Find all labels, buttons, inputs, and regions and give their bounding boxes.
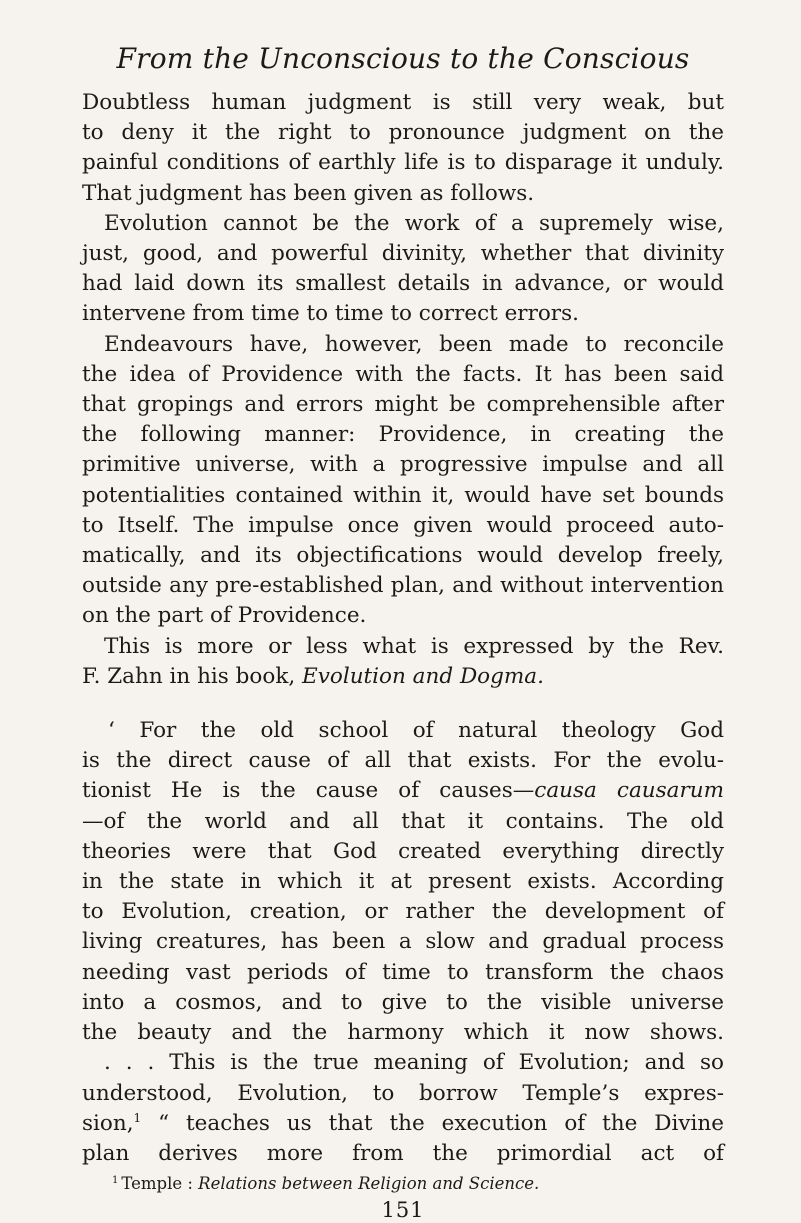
text-line: on the part of Providence. (82, 603, 367, 629)
text-line: —of the world and all that it contains. The old (82, 808, 724, 834)
text-line (82, 1109, 724, 1139)
footnote-title: Relations between Religion and Science. (198, 1174, 540, 1194)
text-line: outside any pre-established plan, and without intervention (82, 573, 724, 599)
text-segment: “ teaches us that the execution of the Divine (141, 1110, 724, 1136)
text-line: Doubtless human judgment is still very weak, but (82, 90, 724, 115)
page-number: 151 (381, 1198, 425, 1223)
running-head: From the Unconscious to the Conscious (116, 42, 690, 75)
footnote-marker: 1 (112, 1174, 119, 1186)
footnote-author: Temple : (121, 1174, 199, 1194)
text-line: had laid down its smallest details in advance, or would (82, 271, 724, 297)
book-page (82, 42, 724, 1223)
text-line: primitive universe, with a progressive impulse and all (82, 452, 724, 478)
text-line: Evolution cannot be the work of a supremely wise, (104, 210, 724, 236)
text-line: that gropings and errors might be comprehensible after (82, 392, 724, 418)
paragraph-2 (82, 209, 724, 330)
text-line: is the direct cause of all that exists. For the evolu- (82, 748, 724, 774)
text-line: to deny it the right to pronounce judgment on the (82, 120, 724, 146)
text-line: the idea of Providence with the facts. It has been said (82, 361, 724, 387)
text-segment: F. Zahn in his book, (82, 663, 303, 689)
text-line: plan derives more from the primordial act of (82, 1140, 724, 1166)
text-line: matically, and its objectifications would develop freely, (82, 543, 724, 569)
text-line (82, 776, 724, 806)
text-line: living creatures, has been a slow and gradual process (82, 929, 724, 955)
text-line: needing vast periods of time to transform the chaos (82, 959, 724, 985)
latin-phrase: causa causarum (534, 778, 724, 804)
text-line: into a cosmos, and to give to the visible universe (82, 989, 724, 1015)
quotation (82, 716, 724, 1169)
paragraph-gap (82, 692, 724, 716)
text-line: ‘ For the old school of natural theology God (108, 718, 724, 744)
text-line: to Evolution, creation, or rather the development of (82, 899, 724, 925)
text-line: the following manner: Providence, in creating the (82, 422, 724, 448)
text-line: potentialities contained within it, would have set bounds (82, 482, 724, 508)
text-line: This is more or less what is expressed by the Rev. (104, 633, 724, 659)
book-title: Evolution and Dogma. (302, 663, 544, 689)
text-line: to Itself. The impulse once given would proceed auto- (82, 512, 724, 538)
text-line: in the state in which it at present exists. According (82, 869, 724, 895)
text-line: understood, Evolution, to borrow Temple’s expres- (82, 1080, 724, 1106)
paragraph-1 (82, 88, 724, 209)
text-line (82, 662, 724, 692)
paragraph-4 (82, 632, 724, 692)
text-line: Endeavours have, however, been made to reconcile (104, 331, 724, 357)
text-line: intervene from time to time to correct errors. (82, 301, 579, 327)
text-line: theories were that God created everything directly (82, 838, 724, 864)
text-line: . . . This is the true meaning of Evolution; and so (104, 1050, 724, 1076)
text-line: the beauty and the harmony which it now shows. (82, 1020, 724, 1046)
text-segment: sion, (82, 1110, 134, 1136)
page-body (82, 88, 724, 1169)
footnote-reference[interactable]: 1 (133, 1110, 142, 1125)
text-line: painful conditions of earthly life is to disparage it unduly. (82, 150, 724, 176)
text-line: just, good, and powerful divinity, whether that divinity (82, 241, 724, 267)
text-line: That judgment has been given as follows. (82, 180, 535, 206)
text-segment: tionist He is the cause of causes— (82, 778, 535, 804)
paragraph-3 (82, 330, 724, 632)
